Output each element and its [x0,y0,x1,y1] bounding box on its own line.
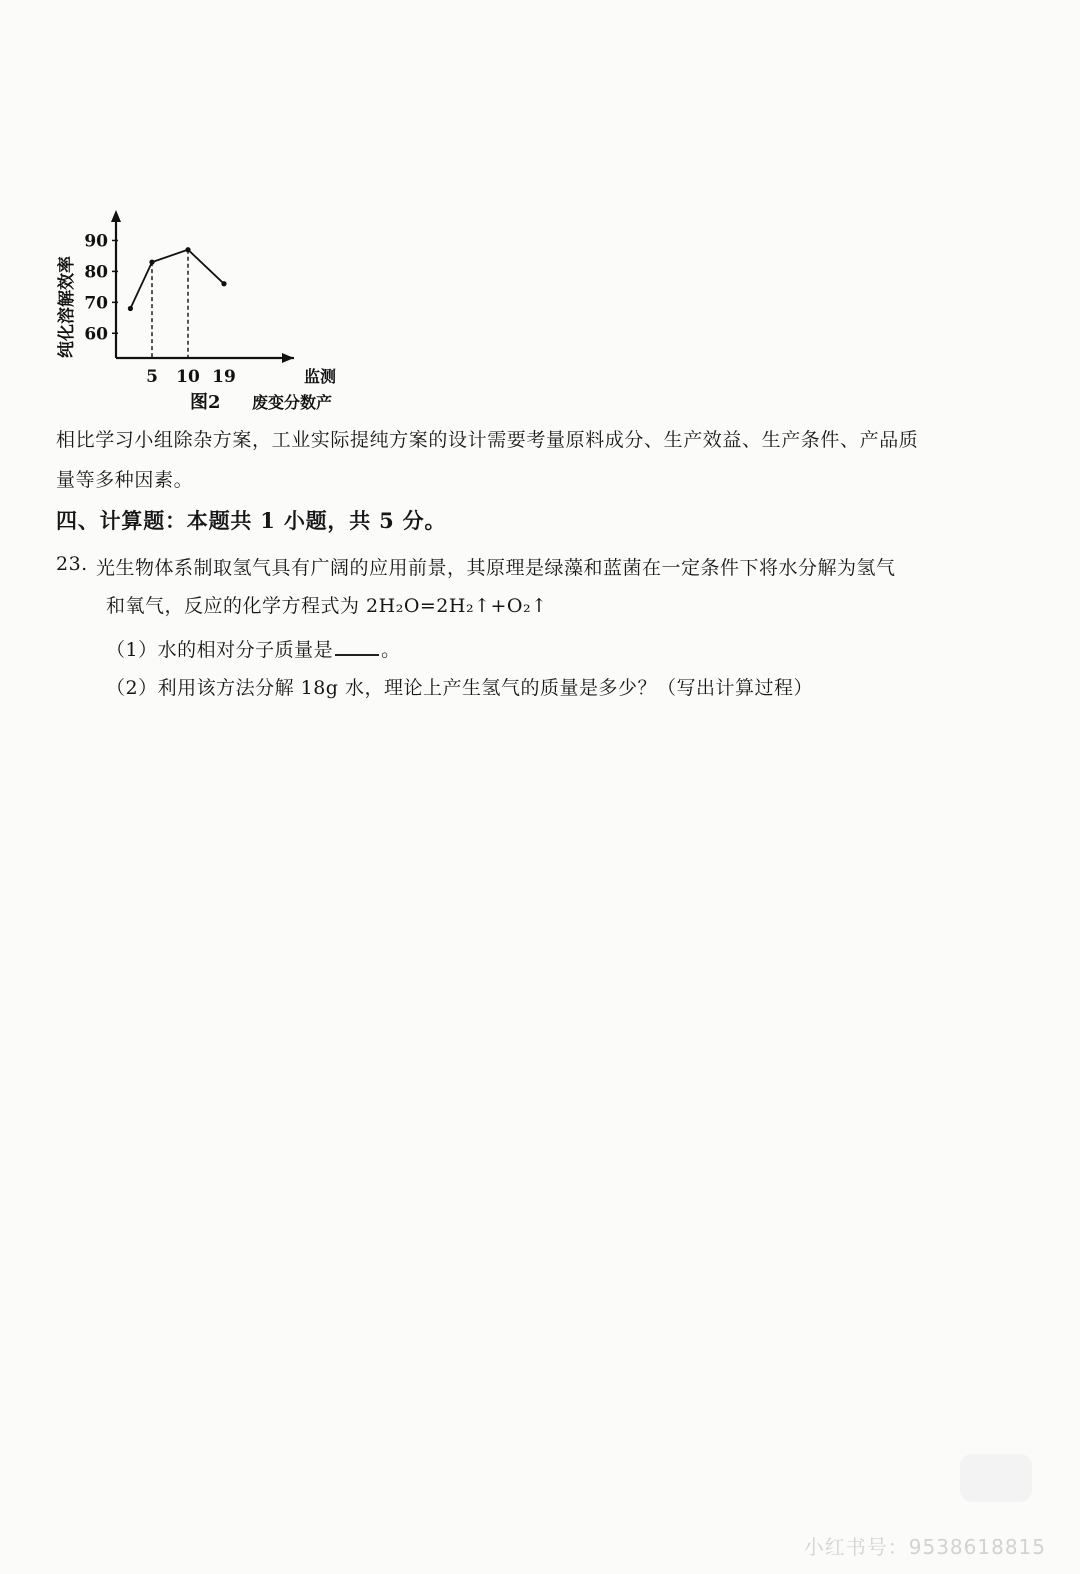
x-tick-label: 10 [176,367,200,387]
question-23-part-2: （2）利用该方法分解 18g 水，理论上产生氢气的质量是多少？（写出计算过程） [106,677,814,699]
answer-blank [335,636,379,656]
watermark-logo-icon [960,1454,1032,1502]
part-1-end: 。 [381,639,401,661]
y-tick-label: 90 [84,231,108,252]
paragraph-line-2: 量等多种因素。 [56,469,194,491]
question-23-stem-line-1: 光生物体系制取氢气具有广阔的应用前景，其原理是绿藻和蓝菌在一定条件下将水分解为氢气 [96,557,896,579]
x-axis-label: 监测 [304,367,337,386]
line-chart-svg [56,200,376,425]
y-tick-label: 60 [84,324,108,345]
x-tick-label: 5 [146,367,158,387]
data-point [185,247,190,252]
figure-caption-text: 废变分数产 [252,393,333,412]
watermark-text: 小红书号：9538618815 [803,1535,1046,1559]
y-tick-label: 70 [84,293,108,314]
y-axis-label: 纯化溶解效率 [57,256,77,358]
paragraph-line-1: 相比学习小组除杂方案，工业实际提纯方案的设计需要考量原料成分、生产效益、生产条件、产品质 [56,429,919,451]
figure-2-chart [56,200,376,425]
x-axis-arrow [282,353,294,363]
figure-caption-label: 图2 [190,392,221,413]
data-point [149,260,154,265]
question-23-number: 23. [56,553,88,575]
question-23-part-1 [106,635,401,662]
data-point [128,306,133,311]
series-line [130,250,224,309]
part-1-text: （1）水的相对分子质量是 [106,639,334,661]
x-tick-label: 19 [212,367,236,387]
data-point [221,281,226,286]
section-4-heading: 四、计算题：本题共 1 小题，共 5 分。 [56,508,447,533]
y-tick-label: 80 [84,262,108,283]
question-23-stem-line-2: 和氧气，反应的化学方程式为 2H₂O=2H₂↑+O₂↑ [106,595,548,617]
y-axis-arrow [111,210,121,222]
